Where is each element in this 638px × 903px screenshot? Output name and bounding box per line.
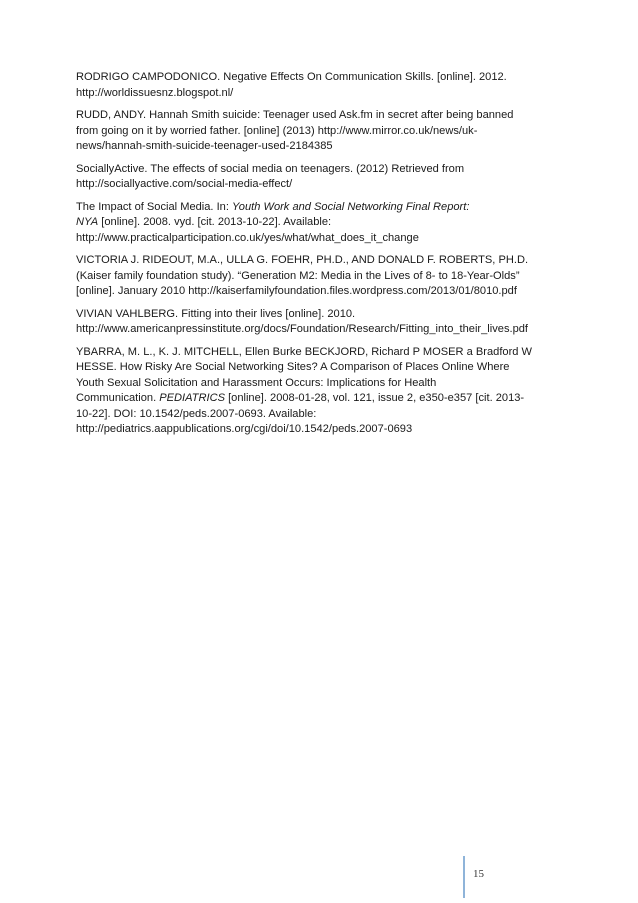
reference-line xyxy=(76,376,570,392)
reference-entry xyxy=(76,345,570,438)
footer-rule xyxy=(463,856,465,898)
reference-text: VICTORIA J. RIDEOUT, M.A., ULLA G. FOEHR, PH.D., AND DONALD F. ROBERTS, PH.D. xyxy=(76,254,529,266)
reference-line xyxy=(76,322,570,338)
reference-line xyxy=(76,391,570,407)
reference-line xyxy=(76,70,570,86)
reference-text: The Impact of Social Media. In: xyxy=(76,200,233,213)
reference-entry xyxy=(76,108,570,155)
reference-line xyxy=(76,139,570,155)
reference-line xyxy=(76,231,570,247)
reference-text: Youth Sexual Solicitation and Harassment Occurs: Implications for Health xyxy=(76,376,437,389)
reference-line xyxy=(76,162,570,178)
reference-line xyxy=(76,86,570,102)
reference-line xyxy=(76,422,570,438)
reference-line xyxy=(76,177,570,193)
reference-line xyxy=(76,108,570,124)
reference-entry xyxy=(76,307,570,338)
reference-line xyxy=(76,307,570,323)
reference-line xyxy=(76,284,570,300)
reference-text: RUDD, ANDY. Hannah Smith suicide: Teenager used Ask.fm in secret after being banned xyxy=(76,109,514,121)
reference-entry xyxy=(76,70,570,101)
reference-text: http://sociallyactive.com/social-media-effect/ xyxy=(76,178,293,190)
reference-text: SociallyActive. The effects of social media on teenagers. (2012) Retrieved from xyxy=(76,162,465,175)
reference-text: from going on it by worried father. [online] (2013) http://www.mirror.co.uk/news/uk- xyxy=(76,124,478,137)
reference-text: http://worldissuesnz.blogspot.nl/ xyxy=(76,86,234,99)
reference-text: http://pediatrics.aappublications.org/cgi/doi/10.1542/peds.2007-0693 xyxy=(76,423,413,435)
italic-title-text: NYA xyxy=(76,216,99,228)
reference-list xyxy=(76,70,570,445)
reference-line xyxy=(76,253,570,269)
reference-text: RODRIGO CAMPODONICO. Negative Effects On Communication Skills. [online]. 2012. xyxy=(76,71,507,83)
reference-line xyxy=(76,124,570,140)
reference-text: 10-22]. DOI: 10.1542/peds.2007-0693. Available: xyxy=(76,407,317,420)
italic-title-text: PEDIATRICS xyxy=(159,392,225,404)
reference-text: news/hannah-smith-suicide-teenager-used-2184385 xyxy=(76,140,333,152)
reference-text: YBARRA, M. L., K. J. MITCHELL, Ellen Burke BECKJORD, Richard P MOSER a Bradford W xyxy=(76,345,533,358)
reference-line xyxy=(76,215,570,231)
reference-text: [online]. 2008. vyd. [cit. 2013-10-22]. Available: xyxy=(98,216,332,228)
reference-line xyxy=(76,200,570,216)
reference-line xyxy=(76,345,570,361)
page-number: 15 xyxy=(473,868,484,880)
reference-text: HESSE. How Risky Are Social Networking Sites? A Comparison of Places Online Where xyxy=(76,361,510,373)
reference-text: http://www.practicalparticipation.co.uk/yes/what/what_does_it_change xyxy=(76,231,419,244)
reference-text: [online]. 2008-01-28, vol. 121, issue 2, e350-e357 [cit. 2013- xyxy=(225,392,525,404)
reference-text: [online]. January 2010 http://kaiserfamilyfoundation.files.wordpress.com/2013/01/8010.pdf xyxy=(76,285,517,297)
reference-entry xyxy=(76,253,570,300)
reference-line xyxy=(76,360,570,376)
reference-text: Communication. xyxy=(76,392,160,404)
reference-line xyxy=(76,407,570,423)
reference-text: http://www.americanpressinstitute.org/docs/Foundation/Research/Fitting_into_their_lives.pdf xyxy=(76,323,528,335)
reference-entry xyxy=(76,200,570,247)
reference-entry xyxy=(76,162,570,193)
reference-text: VIVIAN VAHLBERG. Fitting into their lives [online]. 2010. xyxy=(76,307,356,320)
reference-text: (Kaiser family foundation study). “Generation M2: Media in the Lives of 8- to 18-Year-Olds” xyxy=(76,269,520,282)
italic-title-text: Youth Work and Social Networking Final Report: xyxy=(232,200,470,213)
reference-line xyxy=(76,269,570,285)
